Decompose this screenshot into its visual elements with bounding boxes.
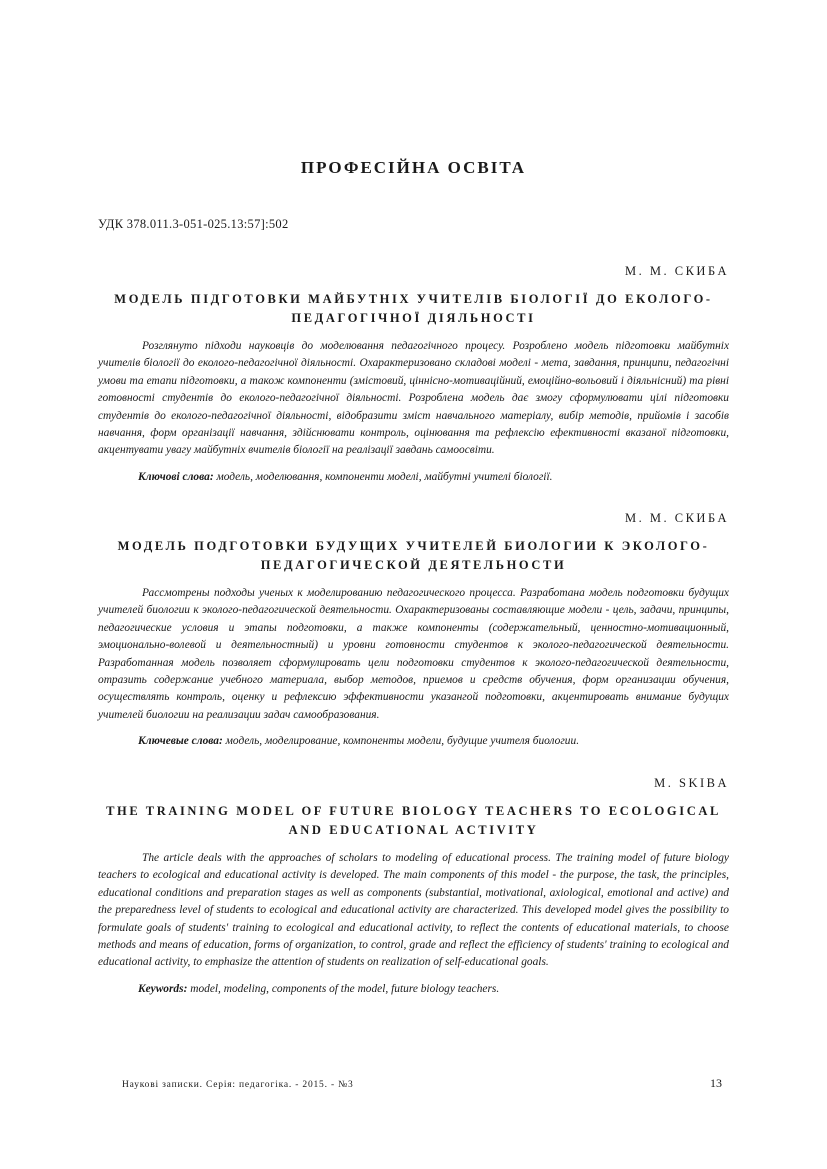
abstract-text: Рассмотрены подходы ученых к моделированию педагогического процесса. Разработана модель подготовки будущих учителей биологии к эколого-педагогической деятельности. Охарактеризованы составляющие модели - цель, задачи, принципы, педагогические условия и этапы подготовки, а также компоненты (содержательный, ценностно-мотивационный, эмоционально-волевой и деятельностный) и уровни готовности студентов к эколого-педагогической деятельности. Разработанная модель позволяет сформулировать цели подготовки студентов к эколого-педагогической деятельности, отразить содержание учебного материала, выбор методов, приемов и средств обучения, форм организации обучения, осуществлять контроль, оценку и рефлексию эффективности указангой подготовки, акцентировать внимание будущих учителей биологии на реализации задач самообразования. (98, 587, 729, 721)
keywords-text: модель, моделирование, компоненты модели, будущие учителя биологии. (225, 735, 580, 748)
keywords-text: model, modeling, components of the model, future biology teachers. (190, 982, 500, 995)
section-title: ПРОФЕСІЙНА ОСВІТА (300, 158, 527, 177)
udk-code: УДК 378.011.3-051-025.13:57]:502 (98, 217, 289, 231)
keywords-label: Keywords: (138, 982, 188, 995)
author-name: М. М. СКИБА (625, 264, 729, 278)
author-name: М. М. СКИБА (625, 511, 729, 525)
keywords-line (98, 469, 729, 486)
article-ukrainian (98, 264, 729, 486)
page-number: 13 (710, 1076, 722, 1090)
article-russian (98, 511, 729, 750)
keywords-line (98, 733, 729, 750)
abstract-text: The article deals with the approaches of scholars to modeling of educational process. The training model of future biology teachers to ecological and educational activity is developed. The main components of this model - the purpose, the task, the principles, educational conditions and preparation stages as well as components (substantial, motivational, axiological, emotional and active) and the preparedness level of students to ecological and educational activity are characterized. This developed model gives the possibility to formulate goals of students' training to ecological and educational activity, to reflect the contents of educational materials, to choose methods and means of education, forms of organization, to control, grade and reflect the efficiency of students' training to ecological and educational activity, to emphasize the attention of students on realization of self-educational goals. (98, 852, 729, 969)
article-title: THE TRAINING MODEL OF FUTURE BIOLOGY TEACHERS TO ECOLOGICAL AND EDUCATIONAL ACTIVITY (106, 804, 721, 837)
article-title: МОДЕЛЬ ПІДГОТОВКИ МАЙБУТНІХ УЧИТЕЛІВ БІОЛОГІЇ ДО ЕКОЛОГО-ПЕДАГОГІЧНОЇ ДІЯЛЬНОСТІ (114, 292, 713, 325)
keywords-line (98, 981, 729, 998)
keywords-text: модель, моделювання, компоненти моделі, майбутні учителі біології. (216, 470, 553, 483)
abstract-text: Розглянуто підходи науковців до моделювання педагогічного процесу. Розроблено модель підготовки майбутніх учителів біології до еколого-педагогічної діяльності. Охарактеризовано складові моделі - мета, завдання, принципи, педагогічні умови та етапи підготовки, а також компоненти (змістовий, ціннісно-мотиваційний, емоційно-вольовий і діяльнісний) та рівні готовності студентів до еколого-педагогічної діяльності. Розроблена модель дає змогу сформулювати цілі підготовки студентів до еколого-педагогічної діяльності, відобразити зміст навчального матеріалу, вибір методів, прийомів і засобів навчання, форм організації навчання, здійснювати контроль, оцінювання та рефлексію ефективності вказаної підготовки, акцентувати увагу майбутніх вчителів біології на реалізації завдань самоосвіти. (98, 340, 729, 457)
author-name: M. SKIBA (654, 776, 729, 790)
article-title: МОДЕЛЬ ПОДГОТОВКИ БУДУЩИХ УЧИТЕЛЕЙ БИОЛОГИИ К ЭКОЛОГО-ПЕДАГОГИЧЕСКОЙ ДЕЯТЕЛЬНОСТИ (117, 539, 710, 572)
footer-journal: Наукові записки. Серія: педагогіка. - 2015. - №3 (122, 1080, 354, 1090)
keywords-label: Ключевые слова: (138, 735, 223, 748)
article-english (98, 776, 729, 998)
keywords-label: Ключові слова: (138, 470, 214, 483)
